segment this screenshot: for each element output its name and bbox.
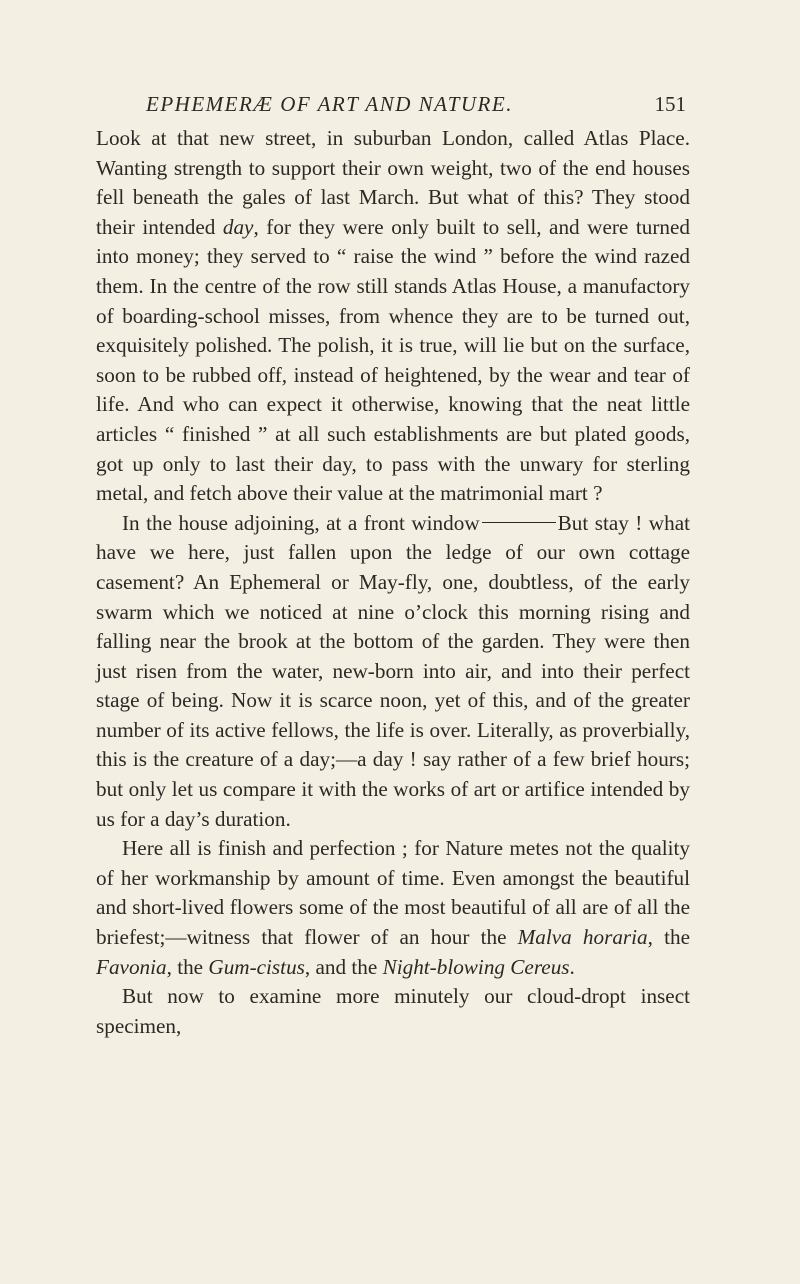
paragraph-text-continued: , for they were only built to sell, and were turned into money; they served to “ raise the wind ” before the wind razed them. In the centre of the row still stands Atlas House, a manufactory of boarding-school misses, from whence they are to be turned out, exquisitely polished. The polish, it is true, will lie but on the surface, soon to be rubbed off, instead of heightened, by the wear and tear of life. And who can expect it otherwise, knowing that the neat little articles “ finished ” at all such establishments are but plated goods, got up only to last their day, to pass with the unwary for sterling metal, and fetch above their value at the matrimonial mart ? [96, 214, 690, 506]
separator: , and the [304, 954, 383, 979]
paragraph-text: Here all is finish and perfection ; for Nature metes not the quality of her workmanship by amount of time. Even amongst the beautiful and short-lived flowers some of the most beautiful of all are of all the briefest;—witness that flower of an hour the [96, 836, 690, 950]
body-text [96, 124, 690, 1041]
plant-name-gum-cistus: Gum-cistus [208, 954, 305, 979]
page-number: 151 [654, 92, 686, 116]
paragraph-text: But now to examine more minutely our cloud-dropt insect specimen, [96, 984, 690, 1038]
sentence-end: . [569, 954, 575, 979]
paragraph-may-fly [96, 509, 690, 835]
paragraph-insect-specimen [96, 982, 690, 1041]
plant-name-malva: Malva horaria [517, 925, 648, 950]
running-head [146, 92, 686, 120]
paragraph-text: Look at that new street, in suburban London, called Atlas Place. Wanting strength to support their own weight, two of the end houses fell beneath the gales of last March. But what of this? They stood their intended [96, 126, 690, 239]
paragraph-atlas-place [96, 124, 690, 509]
running-title: EPHEMERÆ OF ART AND NATURE. [146, 92, 513, 116]
paragraph-finish-and-perfection [96, 834, 690, 982]
separator: , the [166, 954, 209, 979]
paragraph-text-continued: But stay ! what have we here, just fallen upon the ledge of our own cottage casement? An Ephemeral or May-fly, one, doubtless, of the early swarm which we noticed at nine o’clock this morning rising and falling near the brook at the bottom of the garden. They were then just risen from the water, new-born into air, and into their perfect stage of being. Now it is scarce noon, yet of this, and of the greater number of its active fellows, the life is over. Literally, as proverbially, this is the creature of a day;—a day ! say rather of a few brief hours; but only let us compare it with the works of art or artifice intended by us for a day’s duration. [96, 510, 690, 831]
plant-name-favonia: Favonia [96, 954, 167, 979]
separator: , the [647, 925, 690, 950]
paragraph-text: In the house adjoining, at a front window [122, 510, 480, 535]
italic-day: day [222, 214, 254, 239]
em-rule [482, 522, 556, 523]
plant-name-cereus: Night-blowing Cereus [382, 954, 570, 979]
